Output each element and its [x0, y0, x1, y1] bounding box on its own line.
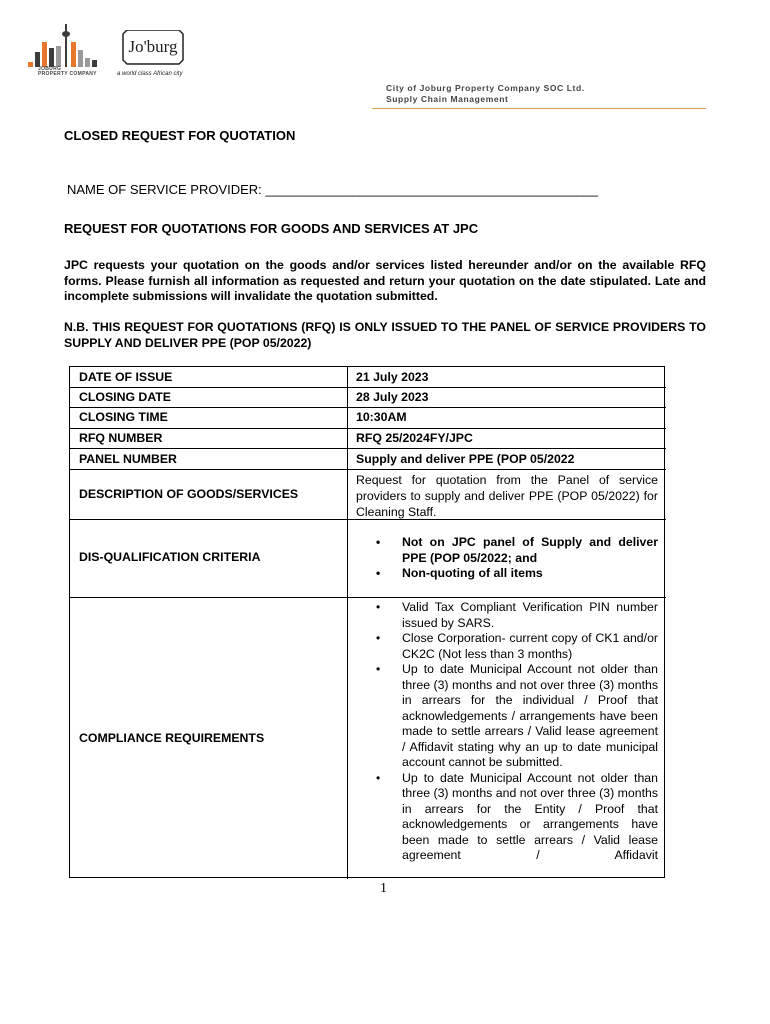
header-rule [372, 108, 706, 109]
intro-paragraph: JPC requests your quotation on the goods and/or services listed hereunder and/or on the available RFQ forms. Please furnish all information as requested and return your quotation on the date stipulated. Late and incomplete submissions will invalidate the quotation submitted. [64, 258, 706, 303]
compliance-list [356, 600, 658, 877]
list-item: • Up to date Municipal Account not older than three (3) months and not over three (3) months in arrears for the Entity / Proof that acknowledgements or arrangements have been made to settle arrears / Valid lease agreement / Affidavit [376, 770, 658, 862]
table-row-divider [70, 469, 666, 470]
table-row-divider [70, 597, 666, 598]
compliance-label: COMPLIANCE REQUIREMENTS [79, 731, 265, 745]
table-column-divider [347, 367, 348, 879]
department-name: Supply Chain Management [386, 94, 509, 104]
service-provider-line: NAME OF SERVICE PROVIDER: ______________________________________________ [67, 182, 598, 197]
table-row-divider [70, 428, 666, 429]
description-value: Request for quotation from the Panel of service providers to supply and deliver PPE (POP 05/2022) for Cleaning Staff. [356, 473, 658, 519]
panel-number-label: PANEL NUMBER [79, 452, 177, 466]
list-item: • Up to date Municipal Account not older than three (3) months and not over three (3) months in arrears for the individual / Proof that acknowledgements / arrangements have been made to settle arrears / Valid lease agreement / Affidavit stating why an up to date municipal account cannot be submitted. [376, 662, 658, 769]
closing-time-value: 10:30AM [356, 410, 407, 424]
table-row-divider [70, 448, 666, 449]
disqualification-label: DIS-QUALIFICATION CRITERIA [79, 550, 261, 564]
description-label: DESCRIPTION OF GOODS/SERVICES [79, 487, 299, 501]
page-number: 1 [380, 881, 387, 896]
closing-time-label: CLOSING TIME [79, 410, 168, 424]
nb-notice: N.B. THIS REQUEST FOR QUOTATIONS (RFQ) IS ONLY ISSUED TO THE PANEL OF SERVICE PROVIDERS TO SUPPLY AND DELIVER PPE (POP 05/2022) [64, 320, 706, 350]
list-item: • Not on JPC panel of Supply and deliver PPE (POP 05/2022; and [376, 535, 658, 565]
list-item: • Valid Tax Compliant Verification PIN number issued by SARS. [376, 600, 658, 630]
company-block [386, 83, 585, 105]
table-row-divider [70, 387, 666, 388]
rfq-details-table [69, 366, 665, 878]
jpc-logo-text: JOBURG PROPERTY COMPANY [38, 66, 97, 77]
joburg-logo [117, 30, 189, 70]
closing-date-value: 28 July 2023 [356, 390, 429, 404]
svg-text:Jo'burg: Jo'burg [128, 37, 178, 56]
joburg-tagline: a world class African city [117, 71, 183, 77]
rfq-number-label: RFQ NUMBER [79, 431, 163, 445]
list-item: • Non-quoting of all items [376, 566, 543, 580]
document-title: CLOSED REQUEST FOR QUOTATION [64, 128, 296, 143]
date-issue-value: 21 July 2023 [356, 370, 429, 384]
panel-number-value: Supply and deliver PPE (POP 05/2022 [356, 452, 575, 466]
request-heading: REQUEST FOR QUOTATIONS FOR GOODS AND SERVICES AT JPC [64, 221, 479, 236]
closing-date-label: CLOSING DATE [79, 390, 171, 404]
list-item: • Close Corporation- current copy of CK1 and/or CK2C (Not less than 3 months) [376, 631, 658, 661]
disqualification-list [356, 535, 658, 582]
table-row-divider [70, 407, 666, 408]
rfq-number-value: RFQ 25/2024FY/JPC [356, 431, 473, 445]
company-name: City of Joburg Property Company SOC Ltd. [386, 83, 585, 93]
date-issue-label: DATE OF ISSUE [79, 370, 173, 384]
